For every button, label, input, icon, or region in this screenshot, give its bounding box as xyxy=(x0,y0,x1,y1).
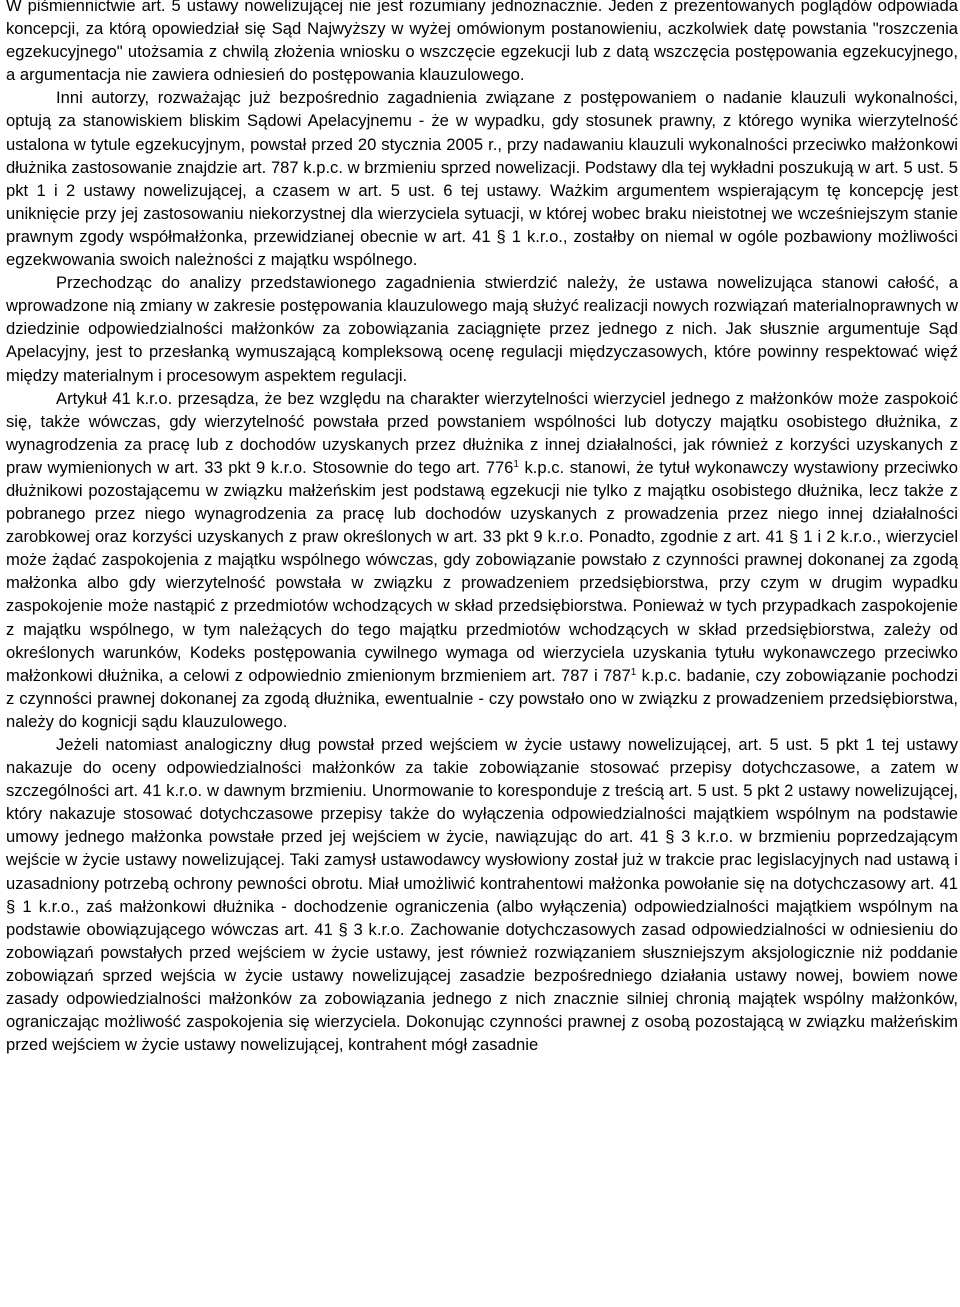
paragraph-4-part-3: k.p.c. badanie, czy zobowiązanie pochodzi z czynności prawnej dokonanej za zgodą dłużnika, ewentualnie - czy powstało ono w związku z prowadzeniem przedsiębiorstwa, należy do kognicji sądu klauzulowego. xyxy=(6,665,958,731)
paragraph-4-part-2: k.p.c. stanowi, że tytuł wykonawczy wystawiony przeciwko dłużnikowi pozostającemu w związku małżeńskim jest podstawą egzekucji nie tylko z majątku osobistego dłużnika, lecz także z pobranego przez niego wynagrodzenia za pracę lub dochodów uzyskanych z prowadzenia przez niego innej działalności zarobkowej oraz korzyści uzyskanych z praw określonych w art. 33 pkt 9 k.r.o. Ponadto, zgodnie z art. 41 § 1 i 2 k.r.o., wierzyciel może żądać zaspokojenia z majątku wspólnego wówczas, gdy zobowiązanie powstało z czynności prawnej dokonanej za zgodą małżonka albo gdy wierzytelność powstała w związku z prowadzeniem przedsiębiorstwa, przy czym w drugim wypadku zaspokojenie może nastąpić z przedmiotów wchodzących w skład przedsiębiorstwa. Ponieważ w tych przypadkach zaspokojenie z majątku wspólnego, w tym należących do tego majątku przedmiotów wchodzących w skład przedsiębiorstwa, zależy od określonych warunków, Kodeks postępowania cywilnego wymaga od wierzyciela uzyskania tytułu wykonawczego przeciwko małżonkowi dłużnika, a celowi z odpowiednio zmienionym brzmieniem art. 787 i 787 xyxy=(6,457,958,685)
paragraph-4 xyxy=(6,387,958,733)
paragraph-1: W piśmiennictwie art. 5 ustawy nowelizującej nie jest rozumiany jednoznacznie. Jeden z prezentowanych poglądów odpowiada koncepcji, za którą opowiedział się Sąd Najwyższy w wyżej omówionym postanowieniu, aczkolwiek datę powstania "roszczenia egzekucyjnego" utożsamia z chwilą złożenia wniosku o wszczęcie egzekucji lub z datą wszczęcia postępowania egzekucyjnego, a argumentacja nie zawiera odniesień do postępowania klauzulowego. xyxy=(6,0,958,85)
footnote-mark-787: 1 xyxy=(630,666,637,678)
paragraph-2: Inni autorzy, rozważając już bezpośrednio zagadnienia związane z postępowaniem o nadanie klauzuli wykonalności, optują za stanowiskiem bliskim Sądowi Apelacyjnemu - że w wypadku, gdy stosunek prawny, z którego wynika wierzytelność ustalona w tytule egzekucyjnym, powstał przed 20 stycznia 2005 r., przy nadawaniu klauzuli wykonalności przeciwko małżonkowi dłużnika zastosowanie znajdzie art. 787 k.p.c. w brzmieniu sprzed nowelizacji. Podstawy dla tej wykładni poszukują w art. 5 ust. 5 pkt 1 i 2 ustawy nowelizującej, a czasem w art. 5 ust. 6 tej ustawy. Ważkim argumentem wspierającym tę koncepcję jest uniknięcie przy jej zastosowaniu niekorzystnej dla wierzyciela sytuacji, w której wobec braku nieistotnej we wcześniejszym stanie prawnym zgody współmałżonka, przewidzianej obecnie w art. 41 § 1 k.r.o., zostałby on niemal w ogóle pozbawiony możliwości egzekwowania swoich należności z majątku wspólnego. xyxy=(6,88,958,270)
footnote-mark-776: 1 xyxy=(513,458,519,470)
paragraph-3: Przechodząc do analizy przedstawionego zagadnienia stwierdzić należy, że ustawa nowelizująca stanowi całość, a wprowadzone nią zmiany w zakresie postępowania klauzulowego mają służyć realizacji nowych rozwiązań materialnoprawnych w dziedzinie odpowiedzialności małżonków za zobowiązania zaciągnięte przez jednego z nich. Jak słusznie argumentuje Sąd Apelacyjny, jest to przesłanką wymuszającą kompleksową ocenę regulacji międzyczasowych, które powinny respektować więź między materialnym i procesowym aspektem regulacji. xyxy=(6,273,958,385)
paragraph-4-part-1: Artykuł 41 k.r.o. przesądza, że bez względu na charakter wierzytelności wierzyciel jednego z małżonków może zaspokoić się, także wówczas, gdy wierzytelność powstała przed powstaniem wspólności lub dotyczy majątku osobistego dłużnika, z wynagrodzenia za pracę lub z dochodów uzyskanych przez dłużnika z innej działalności, jak również z korzyści uzyskanych z praw wymienionych w art. 33 pkt 9 k.r.o. Stosownie do tego art. 776 xyxy=(6,388,958,477)
paragraph-5: Jeżeli natomiast analogiczny dług powstał przed wejściem w życie ustawy nowelizującej, art. 5 ust. 5 pkt 1 tej ustawy nakazuje do oceny odpowiedzialności małżonków za takie zobowiązanie stosować przepisy dotychczasowe, a zatem w szczególności art. 41 k.r.o. w dawnym brzmieniu. Unormowanie to koresponduje z treścią art. 5 ust. 5 pkt 2 ustawy nowelizującej, który nakazuje stosować dotychczasowe przepisy także do wyłączenia odpowiedzialności majątkiem wspólnym na podstawie umowy jednego małżonka powstałe przed jej wejściem w życie, nawiązując do art. 41 § 3 k.r.o. w brzmieniu poprzedzającym wejście w życie ustawy nowelizującej. Taki zamysł ustawodawcy wysłowiony został już w trakcie prac legislacyjnych nad ustawą i uzasadniony potrzebą ochrony pewności obrotu. Miał umożliwić kontrahentowi małżonka powołanie się na dotychczasowy art. 41 § 1 k.r.o., zaś małżonkowi dłużnika - dochodzenie ograniczenia (albo wyłączenia) odpowiedzialności majątkiem wspólnym na podstawie obowiązującego wówczas art. 41 § 3 k.r.o. Zachowanie dotychczasowych zasad odpowiedzialności w odniesieniu do zobowiązań powstałych przed wejściem w życie ustawy, jest również rozwiązaniem słuszniejszym aksjologicznie niż poddanie zobowiązań sprzed wejścia w życie ustawy nowelizującej zasadzie bezpośredniego działania ustawy nowej, bowiem nowe zasady odpowiedzialności małżonków za zobowiązania jednego z nich znacznie silniej chronią majątek wspólny małżonków, ograniczając możliwość zaspokojenia się wierzyciela. Dokonując czynności prawnej z osobą pozostającą w związku małżeńskim przed wejściem w życie ustawy nowelizującej, kontrahent mógł zasadnie xyxy=(6,735,958,1055)
document-page xyxy=(6,0,958,1056)
